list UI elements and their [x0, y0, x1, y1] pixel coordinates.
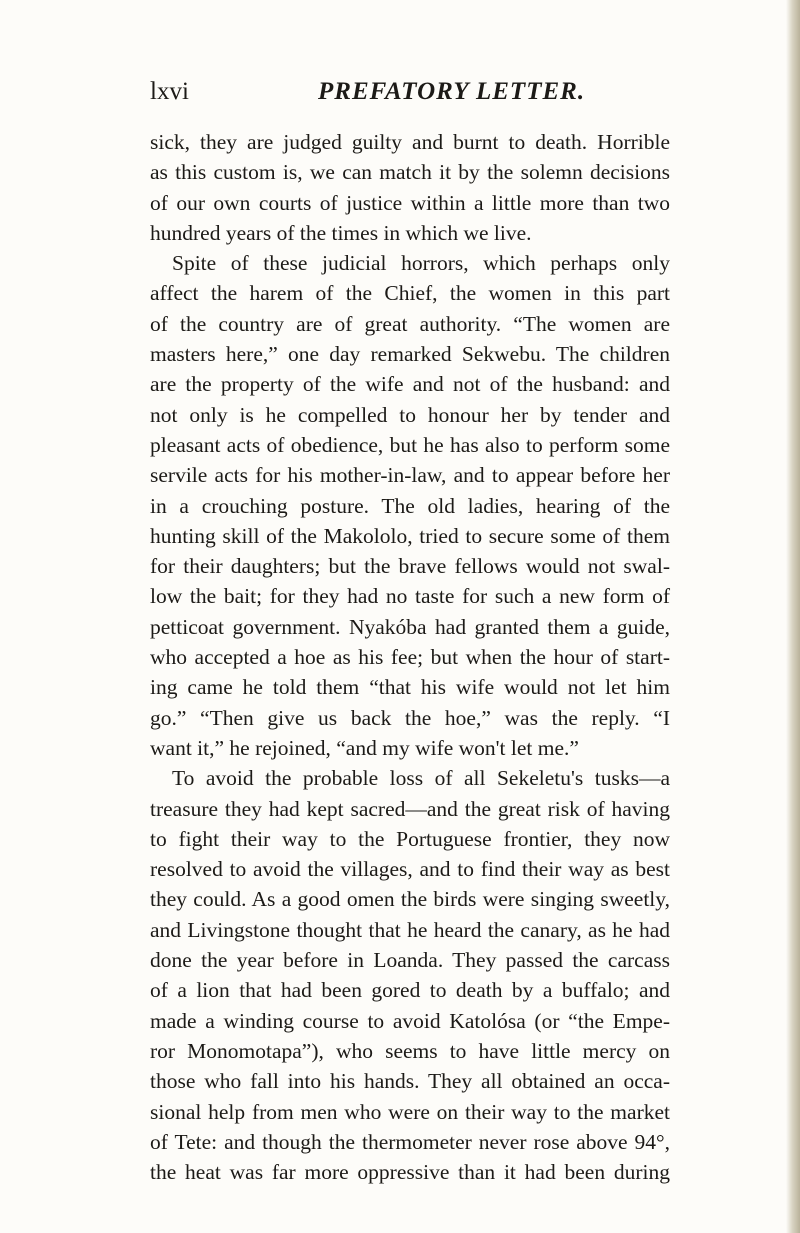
text-line: want it,” he rejoined, “and my wife won't let me.” [150, 735, 579, 760]
text-line: as this custom is, we can match it by the solemn decisions [150, 160, 670, 185]
text-line: to fight their way to the Portuguese frontier, they now [150, 826, 670, 851]
text-line: pleasant acts of obedience, but he has also to perform some [150, 432, 670, 457]
body-text [150, 127, 670, 1187]
text-line: sick, they are judged guilty and burnt to death. Horrible [150, 130, 670, 154]
running-head [150, 74, 670, 110]
text-line: servile acts for his mother-in-law, and to appear before her [150, 463, 670, 488]
text-line: the heat was far more oppressive than it had been during [150, 1160, 670, 1185]
text-line: hunting skill of the Makololo, tried to secure some of them [150, 523, 670, 548]
page-number: lxvi [150, 78, 189, 105]
text-line: done the year before in Loanda. They passed the carcass [150, 948, 670, 973]
running-title: PREFATORY LETTER. [318, 78, 586, 105]
text-line: and Livingstone thought that he heard the canary, as he had [150, 917, 670, 942]
text-line: low the bait; for they had no taste for such a new form of [150, 584, 670, 609]
text-line: they could. As a good omen the birds were singing sweetly, [150, 887, 670, 912]
text-line: Spite of these judicial horrors, which perhaps only [172, 251, 670, 276]
text-line: those who fall into his hands. They all obtained an occa- [150, 1069, 670, 1094]
text-line: treasure they had kept sacred—and the great risk of having [150, 796, 670, 821]
text-line: of the country are of great authority. “The women are [150, 311, 670, 336]
text-line: in a crouching posture. The old ladies, hearing of the [150, 493, 670, 518]
text-line: sional help from men who were on their way to the market [150, 1099, 670, 1124]
text-line: ror Monomotapa”), who seems to have little mercy on [150, 1038, 670, 1063]
text-line: hundred years of the times in which we live. [150, 220, 532, 245]
text-line: are the property of the wife and not of the husband: and [150, 372, 670, 397]
text-line: affect the harem of the Chief, the women in this part [150, 281, 670, 306]
text-line: ing came he told them “that his wife would not let him [150, 675, 670, 700]
text-line: To avoid the probable loss of all Sekeletu's tusks—a [172, 766, 670, 791]
text-line: of our own courts of justice within a little more than two [150, 190, 670, 215]
text-line: of Tete: and though the thermometer never rose above 94°, [150, 1129, 670, 1154]
text-line: go.” “Then give us back the hoe,” was the reply. “I [150, 705, 670, 730]
text-line: not only is he compelled to honour her by tender and [150, 402, 670, 427]
text-line: made a winding course to avoid Katolósa (or “the Empe- [150, 1008, 670, 1033]
text-line: petticoat government. Nyakóba had granted them a guide, [150, 614, 670, 639]
text-line: of a lion that had been gored to death by a buffalo; and [150, 978, 670, 1003]
text-line: masters here,” one day remarked Sekwebu. The children [150, 342, 670, 367]
text-line: who accepted a hoe as his fee; but when the hour of start- [150, 645, 670, 670]
page-edge-shadow [786, 0, 800, 1233]
text-line: for their daughters; but the brave fellows would not swal- [150, 554, 670, 579]
text-line: resolved to avoid the villages, and to find their way as best [150, 857, 670, 882]
